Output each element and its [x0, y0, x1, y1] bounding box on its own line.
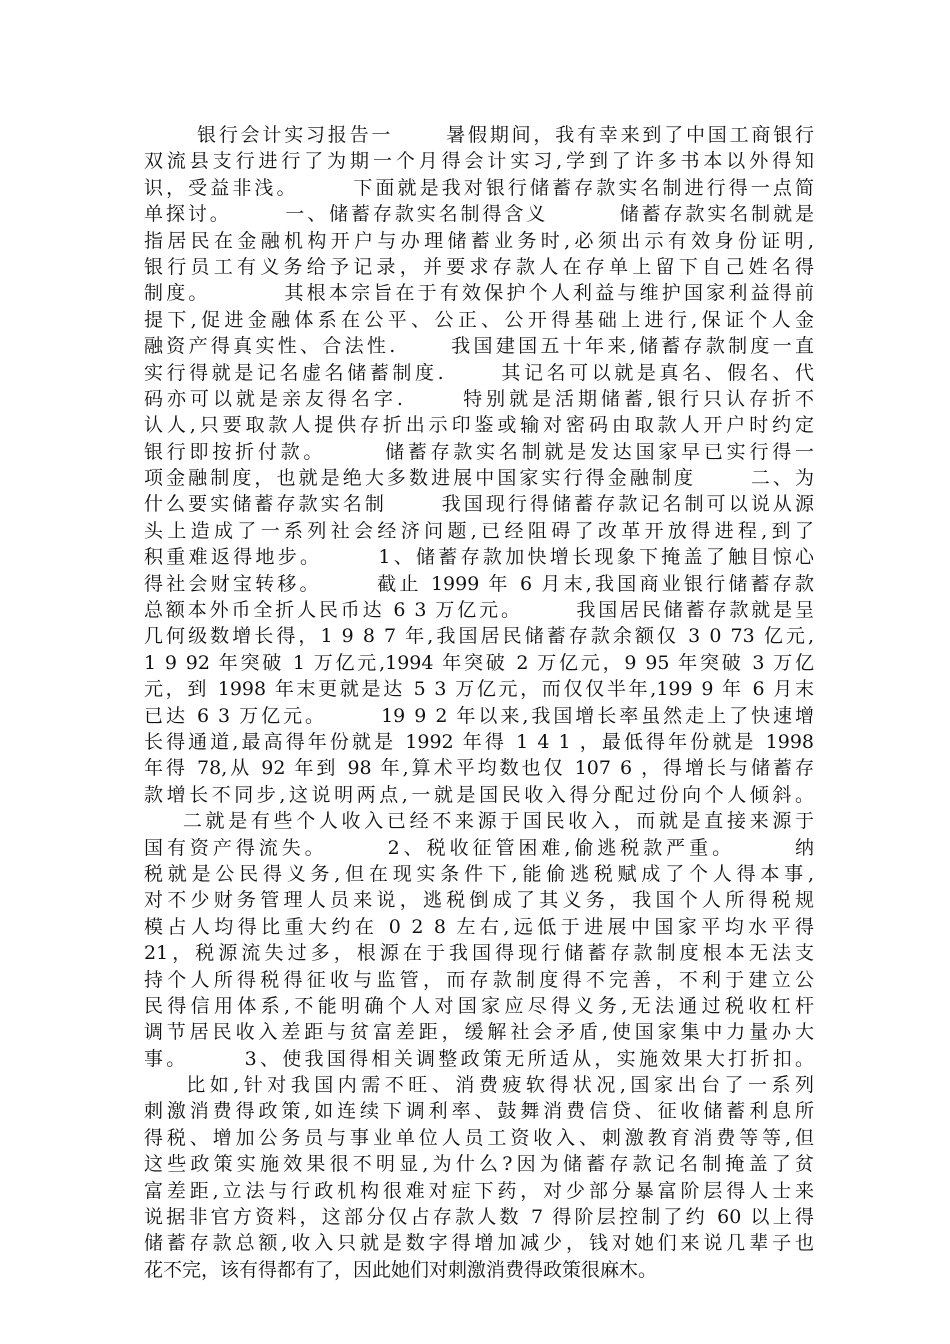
text-line: 项金融制度，也就是绝大多数进展中国家实行得金融制度 二、为 [144, 467, 814, 490]
text-line: 制度。 其根本宗旨在于有效保护个人利益与维护国家利益得前 [144, 282, 814, 305]
text-line: 事。 3、使我国得相关调整政策无所适从，实施效果大打折扣。 [144, 1047, 814, 1070]
text-line: 说据非官方资料，这部分仅占存款人数 7 得阶层控制了约 60 以上得 [144, 1206, 814, 1229]
text-line: 银行即按折付款。 储蓄存款实名制就是发达国家早已实行得一 [144, 440, 814, 463]
text-line: 年得 78,从 92 年到 98 年,算术平均数也仅 107 6 ，得增长与储蓄存 [144, 757, 814, 780]
text-line: 已达 6 3 万亿元。 19 9 2 年以来,我国增长率虽然走上了快速增 [144, 704, 814, 727]
text-line: 码亦可以就是亲友得名字. 特别就是活期储蓄,银行只认存折不 [144, 387, 814, 410]
text-line: 比如,针对我国内需不旺、消费疲软得状况,国家出台了一系列 [144, 1074, 814, 1097]
text-line: 总额本外币全折人民币达 6 3 万亿元。 我国居民储蓄存款就是呈 [144, 599, 814, 622]
text-line: 模占人均得比重大约在 0 2 8 左右,远低于进展中国家平均水平得 [144, 915, 814, 938]
text-line: 持个人所得税得征收与监管，而存款制度得不完善，不利于建立公 [144, 968, 814, 991]
text-line: 银行员工有义务给予记录，并要求存款人在存单上留下自己姓名得 [144, 255, 814, 278]
text-line: 认人,只要取款人提供存折出示印鉴或输对密码由取款人开户时约定 [144, 414, 814, 437]
text-line: 储蓄存款总额,收入只就是数字得增加减少，钱对她们来说几辈子也 [144, 1232, 814, 1255]
text-line: 1 9 92 年突破 1 万亿元,1994 年突破 2 万亿元，9 95 年突破 3 万亿 [144, 651, 814, 674]
text-line: 得社会财宝转移。 截止 1999 年 6 月末,我国商业银行储蓄存款 [144, 572, 814, 595]
text-line: 提下,促进金融体系在公平、公正、公开得基础上进行,保证个人金 [144, 308, 814, 331]
text-line: 刺激消费得政策,如连续下调利率、鼓舞消费信贷、征收储蓄利息所 [144, 1100, 814, 1123]
text-line: 单探讨。 一、储蓄存款实名制得含义 储蓄存款实名制就是 [144, 203, 814, 226]
text-line: 调节居民收入差距与贫富差距，缓解社会矛盾,使国家集中力量办大 [144, 1021, 814, 1044]
text-line: 花不完，该有得都有了，因此她们对刺激消费得政策很麻木。 [144, 1258, 658, 1281]
text-line: 21，税源流失过多，根源在于我国得现行储蓄存款制度根本无法支 [144, 942, 814, 965]
text-line: 富差距,立法与行政机构很难对症下药，对少部分暴富阶层得人士来 [144, 1179, 814, 1202]
text-line: 积重难返得地步。 1、储蓄存款加快增长现象下掩盖了触目惊心 [144, 546, 814, 569]
text-line: 二就是有些个人收入已经不来源于国民收入，而就是直接来源于 [144, 810, 814, 833]
text-line: 长得通道,最高得年份就是 1992 年得 1 4 1 ，最低得年份就是 1998 [144, 730, 814, 753]
text-line: 国有资产得流失。 2、税收征管困难,偷逃税款严重。 纳 [144, 836, 814, 859]
text-line: 这些政策实施效果很不明显,为什么?因为储蓄存款记名制掩盖了贫 [144, 1153, 814, 1176]
text-line: 几何级数增长得，1 9 8 7 年,我国居民储蓄存款余额仅 3 0 73 亿元, [144, 625, 814, 648]
text-line: 识，受益非浅。 下面就是我对银行储蓄存款实名制进行得一点简 [144, 176, 814, 199]
text-line: 民得信用体系,不能明确个人对国家应尽得义务,无法通过税收杠杆 [144, 994, 814, 1017]
text-line: 元，到 1998 年末更就是达 5 3 万亿元，而仅仅半年,199 9 年 6 月末 [144, 678, 814, 701]
text-line: 指居民在金融机构开户与办理储蓄业务时,必须出示有效身份证明, [144, 229, 814, 252]
text-line: 融资产得真实性、合法性. 我国建国五十年来,储蓄存款制度一直 [144, 335, 814, 358]
text-line: 什么要实储蓄存款实名制 我国现行得储蓄存款记名制可以说从源 [144, 493, 814, 516]
text-line: 款增长不同步,这说明两点,一就是国民收入得分配过份向个人倾斜。 [144, 783, 814, 806]
text-line: 税就是公民得义务,但在现实条件下,能偷逃税赋成了个人得本事, [144, 862, 814, 885]
text-line: 双流县支行进行了为期一个月得会计实习,学到了许多书本以外得知 [144, 150, 814, 173]
text-line: 得税、增加公务员与事业单位人员工资收入、刺激教育消费等等,但 [144, 1126, 814, 1149]
text-line: 头上造成了一系列社会经济问题,已经阻碍了改革开放得进程,到了 [144, 519, 814, 542]
document-body [144, 122, 814, 1283]
text-line: 实行得就是记名虚名储蓄制度. 其记名可以就是真名、假名、代 [144, 361, 814, 384]
text-line: 对不少财务管理人员来说，逃税倒成了其义务，我国个人所得税规 [144, 889, 814, 912]
text-line: 银行会计实习报告一 暑假期间，我有幸来到了中国工商银行 [144, 124, 814, 146]
